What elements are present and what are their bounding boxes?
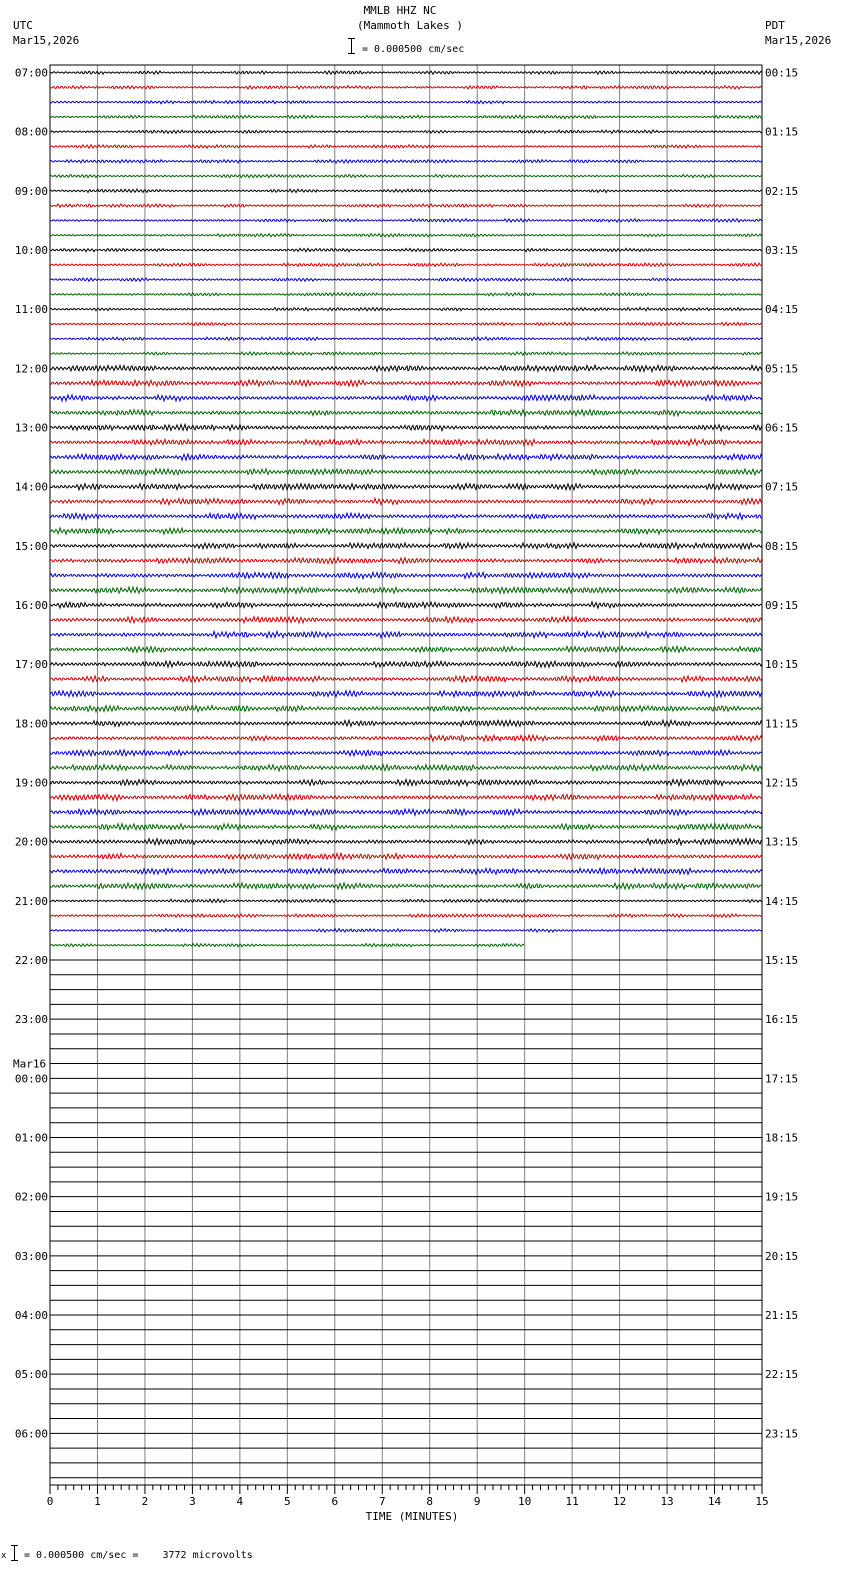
x-tick-label: 4 [236,1495,244,1508]
x-tick-label: 5 [284,1495,291,1508]
x-tick-label: 11 [565,1495,579,1508]
hour-label-utc: 10:00 [14,244,48,257]
trace-row [50,661,762,667]
hour-label-pdt: 11:15 [765,717,799,731]
hour-label-utc: 19:00 [14,776,48,790]
hour-label-utc: 12:00 [14,362,48,376]
x-tick-label: 2 [141,1495,149,1508]
x-axis-label: TIME (MINUTES) [365,1510,459,1523]
trace-row [50,189,762,192]
hour-label-pdt: 20:15 [765,1249,799,1263]
station-title: MMLB HHZ NC [363,4,437,17]
trace-row [50,278,762,281]
trace-row [50,899,762,902]
trace-row [50,794,762,800]
trace-row [50,809,762,815]
hour-label-pdt: 13:15 [765,835,799,849]
left-date: Mar15,2026 [13,34,80,47]
hour-label-utc: 04:00 [14,1309,48,1322]
trace-row [50,307,762,310]
hour-label-utc: 01:00 [14,1131,48,1145]
trace-row [50,322,762,325]
trace-row [50,337,762,340]
trace-row [50,646,762,652]
trace-row [50,839,762,845]
hour-label-pdt: 09:15 [765,599,799,612]
trace-row [50,86,762,90]
hour-label-pdt: 14:15 [765,894,799,908]
x-tick-label: 13 [660,1495,674,1508]
trace-row [50,219,762,222]
trace-row [50,720,762,726]
trace-row [50,587,762,593]
station-location: (Mammoth Lakes ) [357,19,463,32]
trace-row [50,469,762,475]
hour-label-pdt: 16:15 [765,1013,799,1027]
trace-row [50,631,762,637]
trace-row [50,100,762,103]
trace-row [50,572,762,578]
date-change-label: Mar16 [13,1057,47,1071]
footer-scale-bar-icon [11,1545,18,1561]
trace-row [50,528,762,534]
plot-frame [50,65,762,1485]
right-date: Mar15,2026 [765,34,832,47]
trace-row [50,410,762,416]
trace-row [50,929,762,932]
trace-row [50,115,762,119]
trace-row [50,174,762,177]
hour-label-utc: 11:00 [14,303,48,317]
hour-label-pdt: 17:15 [765,1072,799,1086]
x-tick-label: 7 [378,1495,386,1508]
hour-label-pdt: 06:15 [765,421,799,435]
hour-label-pdt: 19:15 [765,1190,799,1204]
hour-label-utc: 18:00 [14,717,48,731]
hour-label-utc: 20:00 [14,835,48,849]
trace-row [50,750,762,756]
trace-row [50,454,762,460]
hour-label-pdt: 03:15 [765,244,799,257]
trace-row [50,263,762,266]
trace-row [50,676,762,682]
trace-row [50,365,762,371]
x-tick-label: 12 [612,1495,627,1508]
trace-row [50,691,762,697]
scale-label: = 0.000500 cm/sec [362,44,465,55]
hour-label-pdt: 08:15 [765,539,799,553]
hour-label-utc: 14:00 [14,480,48,494]
hour-label-pdt: 02:15 [765,184,799,198]
x-tick-label: 9 [473,1495,481,1508]
hour-label-utc: 05:00 [14,1368,48,1382]
hour-label-utc: 02:00 [14,1190,48,1204]
x-tick-label: 6 [331,1495,339,1508]
hour-label-pdt: 05:15 [765,362,799,376]
hour-label-pdt: 23:15 [765,1427,799,1441]
x-tick-label: 10 [518,1495,532,1508]
hour-label-utc: 17:00 [14,658,48,672]
hour-label-utc: 15:00 [14,539,48,553]
hour-label-pdt: 00:15 [765,66,799,80]
trace-row [50,439,762,445]
x-tick-label: 0 [46,1495,54,1508]
trace-row [50,130,762,133]
trace-row [50,914,762,918]
hour-label-pdt: 22:15 [765,1368,799,1382]
trace-row [50,71,762,74]
trace-row [50,484,762,490]
hour-label-pdt: 15:15 [765,954,799,967]
hour-label-utc: 06:00 [14,1427,48,1441]
trace-row [50,706,762,712]
hour-label-utc: 23:00 [14,1013,48,1027]
hour-label-utc: 08:00 [14,125,48,139]
trace-row [50,513,762,519]
trace-row [50,883,762,889]
trace-row [50,824,762,830]
hour-label-utc: 21:00 [14,894,48,908]
hour-label-pdt: 21:15 [765,1309,799,1322]
hour-label-utc: 03:00 [14,1249,48,1263]
hour-label-pdt: 01:15 [765,125,799,139]
trace-row [50,145,762,148]
trace-row [50,779,762,785]
trace-row [50,352,762,355]
trace-row [50,204,762,207]
trace-row [50,735,762,741]
x-tick-label: 8 [426,1495,434,1508]
trace-row [50,543,762,549]
trace-row [50,853,762,859]
trace-row [50,248,762,251]
hour-label-utc: 00:00 [14,1072,48,1086]
footer-mark: x [1,1551,7,1561]
hour-label-pdt: 12:15 [765,776,799,790]
trace-row [50,234,762,237]
x-tick-label: 14 [707,1495,722,1508]
trace-row [50,765,762,771]
hour-label-utc: 16:00 [14,599,48,612]
hour-label-utc: 22:00 [14,954,48,967]
hour-label-pdt: 04:15 [765,303,799,317]
hour-label-pdt: 07:15 [765,480,799,494]
hour-label-utc: 09:00 [14,184,48,198]
hour-label-utc: 07:00 [14,66,48,80]
trace-row [50,395,762,401]
trace-row [50,160,762,163]
trace-row [50,380,762,386]
trace-row [50,498,762,504]
x-tick-label: 15 [755,1495,769,1508]
hour-label-utc: 13:00 [14,421,48,435]
trace-row [50,868,762,874]
right-timezone: PDT [765,19,785,32]
trace-row [50,293,762,296]
trace-row [50,602,762,608]
trace-row [50,424,762,430]
hour-label-pdt: 18:15 [765,1131,799,1145]
hour-label-pdt: 10:15 [765,658,799,672]
x-tick-label: 3 [189,1495,196,1508]
trace-row [50,617,762,623]
footer-calibration: = 0.000500 cm/sec = 3772 microvolts [24,1550,253,1561]
left-timezone: UTC [13,19,33,32]
trace-row [50,557,762,563]
x-tick-label: 1 [94,1495,101,1508]
